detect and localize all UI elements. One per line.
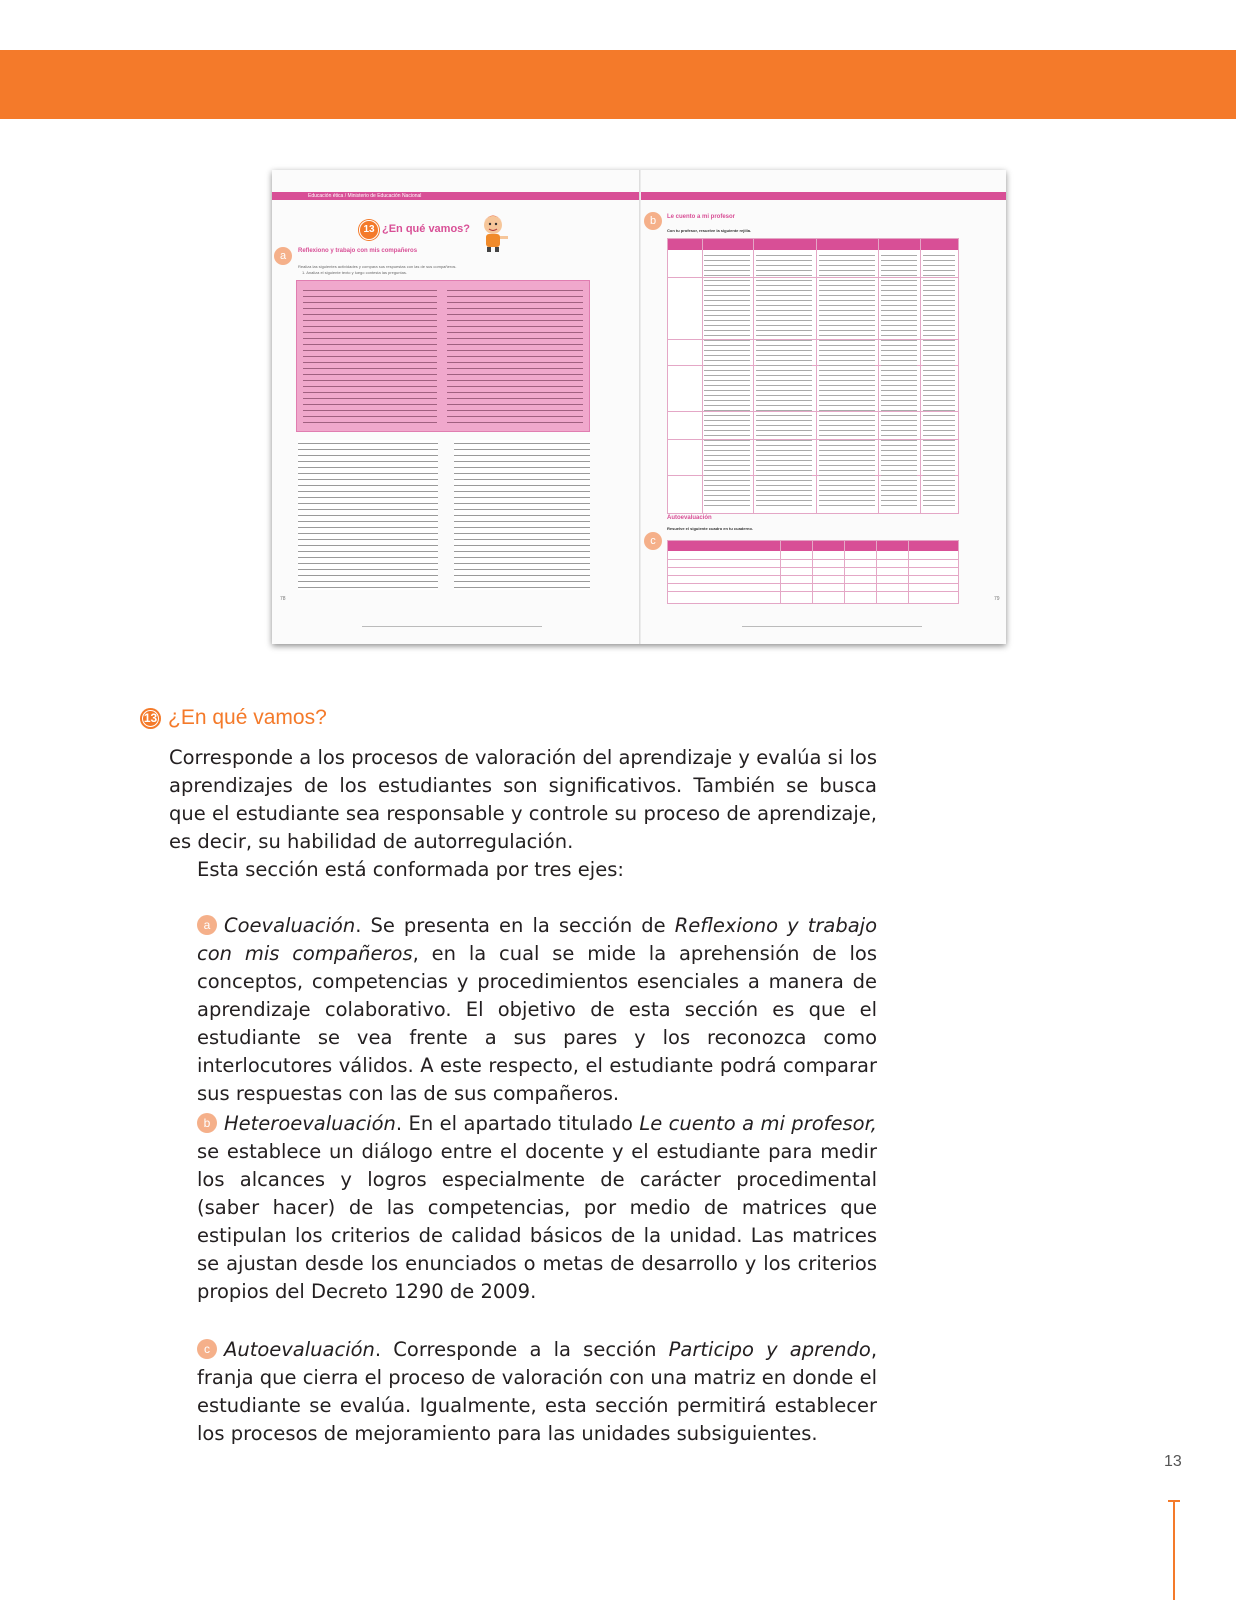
item-term-a: Coevaluación	[224, 914, 356, 937]
item-text-a-2: , en la cual se mide la aprehensión de los conceptos, competencias y procedimientos esenciales a manera de aprendizaje colaborativo. El objetivo de esta sección es que el estudiante se vea frente a sus pares y los reconozca como interlocutores válidos. A este respecto, el estudiante podrá comparar sus respuestas con las de sus compañeros.	[197, 942, 877, 1105]
item-text-a-1: . Se presenta en la sección de	[355, 914, 675, 937]
spread-box-text-left	[303, 287, 437, 425]
spread-title: ¿En qué vamos?	[382, 223, 471, 235]
item-autoevaluacion	[197, 1336, 877, 1448]
spread-subtitle-a: Reflexiono y trabajo con mis compañeros	[298, 248, 418, 254]
item-text-b-1: . En el apartado titulado	[395, 1112, 640, 1135]
spread-questions-left	[298, 440, 438, 590]
item-heteroevaluacion	[197, 1110, 877, 1306]
item-term-b: Heteroevaluación	[224, 1112, 396, 1135]
section-heading-row	[140, 706, 327, 730]
spread-fold	[639, 170, 641, 644]
item-ref-b: Le cuento a mi profesor,	[639, 1112, 878, 1135]
spread-label-a: a	[274, 247, 292, 265]
page-marker-line	[1173, 1500, 1175, 1600]
spread-right-footer	[742, 626, 922, 627]
section-heading: ¿En qué vamos?	[168, 706, 327, 729]
item-term-c: Autoevaluación	[224, 1338, 375, 1361]
spread-left-page-number: 78	[280, 596, 286, 602]
item-text-c-1: . Corresponde a la sección	[374, 1338, 669, 1361]
spread-right-page-number: 79	[994, 596, 1000, 602]
spread-instruction-b: Con tu profesor, resuelve la siguiente rejilla.	[667, 228, 752, 233]
item-text-b-2: se establece un diálogo entre el docente y el estudiante para medir los alcances y logros especialmente de carácter procedimental (saber hacer) de las competencias, por medio de matrices que estipulan los criterios de calidad básicos de la unidad. Las matrices se ajustan desde los enunciados o metas de desarrollo y los criterios propios del Decreto 1290 de 2009.	[197, 1140, 877, 1303]
spread-subtitle-b: Le cuento a mi profesor	[667, 214, 736, 220]
item-ref-a: Reflexiono y trabajo con mis compañeros	[197, 914, 877, 965]
page-number: 13	[1164, 1453, 1182, 1470]
spread-instruction-2: 1. Analiza el siguiente texto y luego contesta las preguntas.	[302, 270, 407, 275]
section-badge-13: 13	[140, 708, 161, 729]
spread-badge-13: 13	[359, 220, 379, 240]
book-spread-image	[272, 170, 1006, 644]
spread-self-eval-grid	[667, 540, 959, 604]
spread-questions-right	[454, 440, 590, 590]
spread-instruction: Realiza las siguientes actividades y compara sus respuestas con las de sus compañeros.	[298, 264, 457, 269]
intro-paragraph: Corresponde a los procesos de valoración del aprendizaje y evalúa si los aprendizajes de los estudiantes son significativos. También se busca que el estudiante sea responsable y controle su proceso de aprendizaje, es decir, su habilidad de autorregulación.	[169, 746, 877, 853]
mascot-icon	[477, 212, 511, 252]
top-orange-bar	[0, 50, 1236, 119]
spread-label-b: b	[644, 212, 662, 230]
item-badge-b: b	[197, 1113, 217, 1133]
item-coevaluacion	[197, 912, 877, 1108]
intro-line: Esta sección está conformada por tres ejes:	[197, 858, 624, 881]
spread-box-text-right	[447, 287, 583, 425]
spread-subtitle-c: Autoevaluación	[667, 515, 712, 521]
item-ref-c: Participo y aprendo	[668, 1338, 871, 1361]
spread-left-footer	[362, 626, 542, 627]
rubric-header	[668, 239, 958, 250]
spread-label-c: c	[644, 532, 662, 550]
left-header-text: Educación ética / Ministerio de Educación Nacional	[308, 193, 422, 199]
spread-rubric-grid	[667, 238, 959, 514]
spread-instruction-c: Resuelve el siguiente cuadro en tu cuaderno.	[667, 526, 754, 531]
item-badge-a: a	[197, 915, 217, 935]
item-badge-c: c	[197, 1339, 217, 1359]
right-header-strip	[641, 192, 1006, 200]
item-text-c-2: , franja que cierra el proceso de valoración con una matriz en donde el estudiante se evalúa. Igualmente, esta sección permitirá establecer los procesos de mejoramiento para las unidades subsiguientes.	[197, 1338, 878, 1445]
spread-reading-box	[296, 280, 590, 432]
